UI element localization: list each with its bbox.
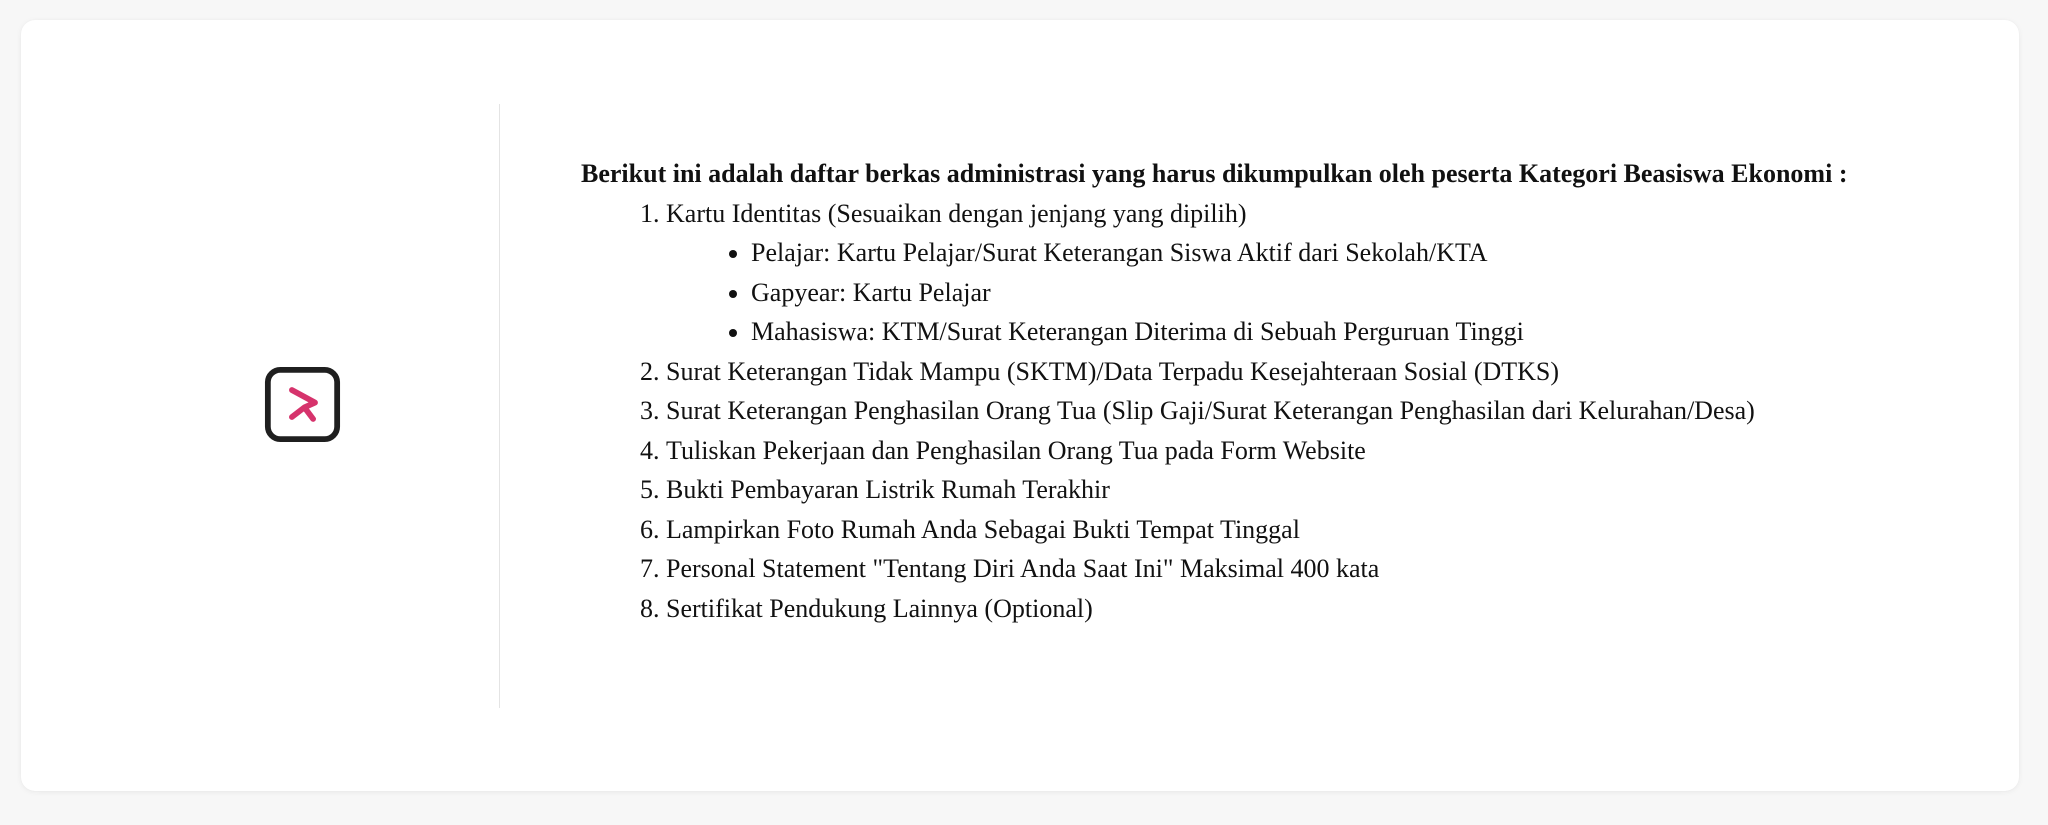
requirements-list bbox=[581, 194, 1883, 629]
requirements-document bbox=[581, 154, 1883, 628]
sublist-item: • Mahasiswa: KTM/Surat Keterangan Diterima di Sebuah Perguruan Tinggi bbox=[751, 312, 1883, 352]
sublist-item: • Gapyear: Kartu Pelajar bbox=[751, 273, 1883, 313]
document-card bbox=[21, 20, 2019, 791]
intro-heading: Berikut ini adalah daftar berkas administrasi yang harus dikumpulkan oleh peserta Kategori Beasiswa Ekonomi : bbox=[581, 159, 1848, 188]
sublist-item: • Pelajar: Kartu Pelajar/Surat Keterangan Siswa Aktif dari Sekolah/KTA bbox=[751, 233, 1883, 273]
list-item: 5. Bukti Pembayaran Listrik Rumah Terakhir bbox=[666, 470, 1883, 510]
list-item-text: Kartu Identitas (Sesuaikan dengan jenjang yang dipilih) bbox=[666, 198, 1247, 228]
logo-pane bbox=[21, 20, 499, 791]
list-item: 7. Personal Statement "Tentang Diri Anda Saat Ini" Maksimal 400 kata bbox=[666, 549, 1883, 589]
list-item: 6. Lampirkan Foto Rumah Anda Sebagai Bukti Tempat Tinggal bbox=[666, 510, 1883, 550]
list-item: 4. Tuliskan Pekerjaan dan Penghasilan Orang Tua pada Form Website bbox=[666, 431, 1883, 471]
cursor-play-icon bbox=[264, 366, 341, 443]
vertical-divider bbox=[499, 104, 500, 708]
list-item: 8. Sertifikat Pendukung Lainnya (Optional) bbox=[666, 589, 1883, 629]
list-item: 3. Surat Keterangan Penghasilan Orang Tua (Slip Gaji/Surat Keterangan Penghasilan dari Kelurahan/Desa) bbox=[666, 391, 1883, 431]
list-item: 2. Surat Keterangan Tidak Mampu (SKTM)/Data Terpadu Kesejahteraan Sosial (DTKS) bbox=[666, 352, 1883, 392]
identity-sublist bbox=[666, 233, 1883, 352]
list-item bbox=[666, 194, 1883, 352]
